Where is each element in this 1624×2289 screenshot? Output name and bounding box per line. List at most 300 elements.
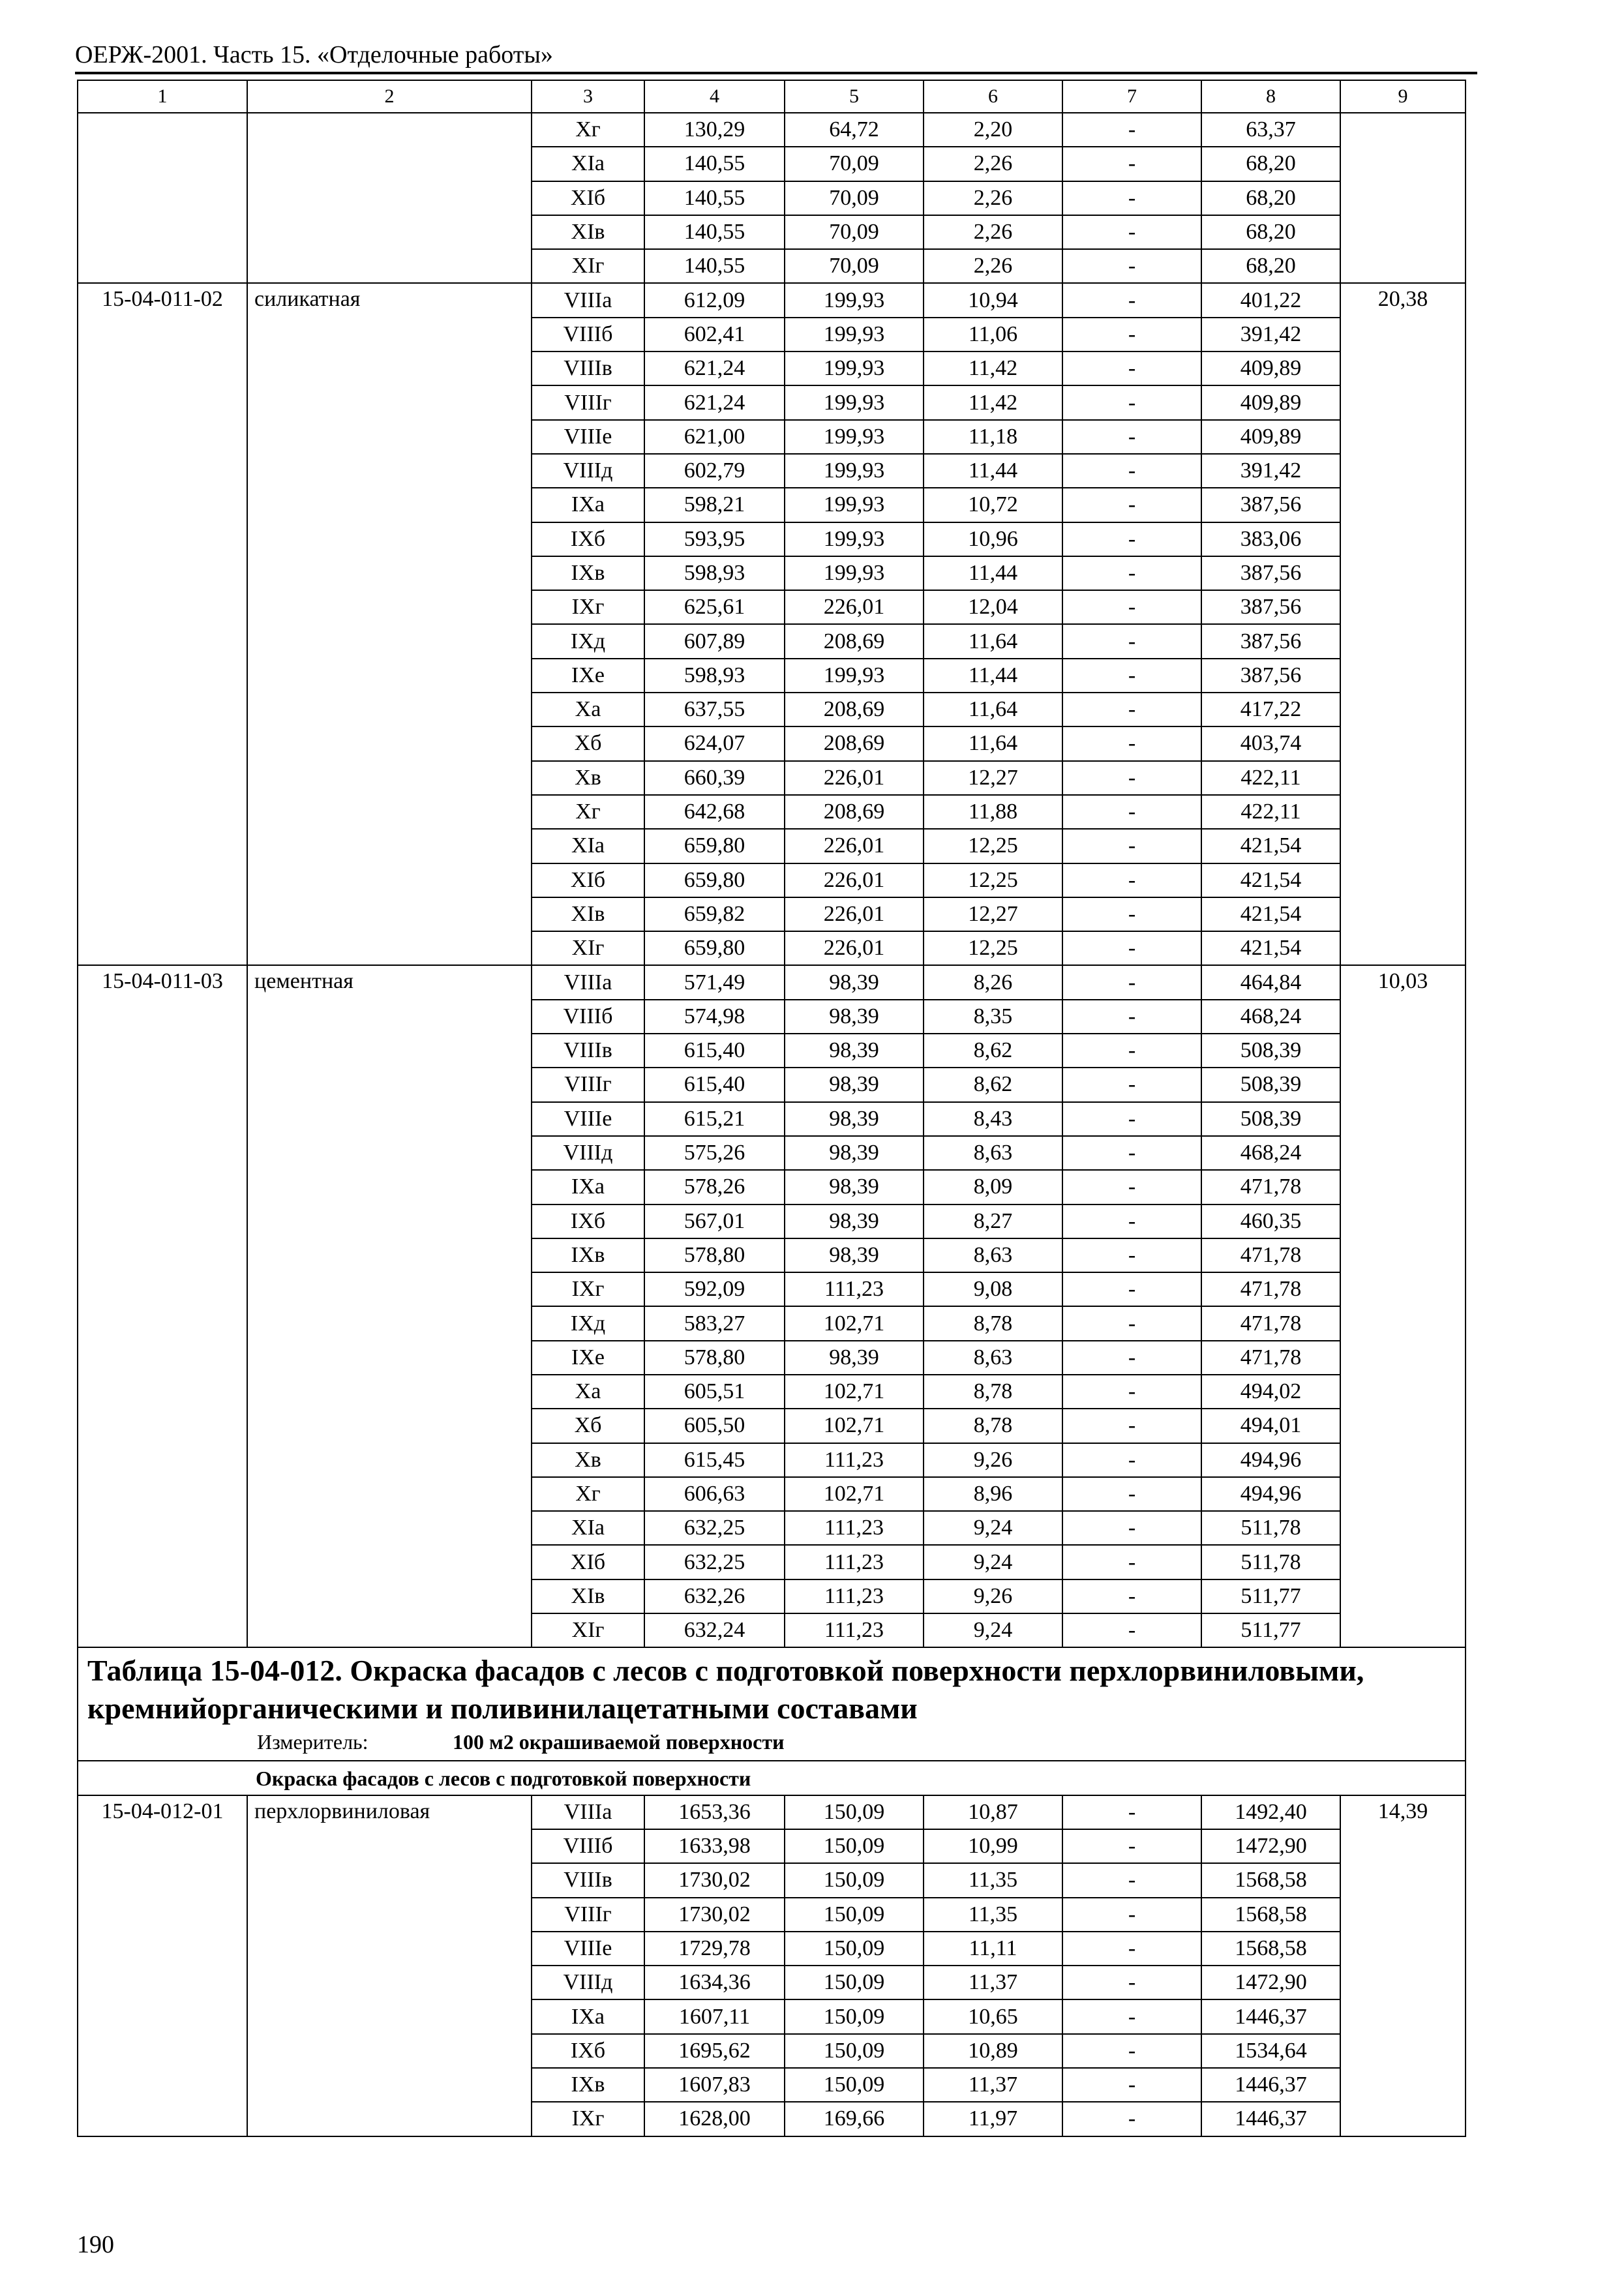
table-cell: 421,54: [1201, 931, 1340, 965]
table-cell: 494,96: [1201, 1443, 1340, 1477]
table-cell: 8,96: [924, 1477, 1062, 1511]
table-cell: 574,98: [644, 1000, 785, 1034]
table-cell: IXв: [532, 1238, 644, 1272]
column-header: 6: [924, 80, 1062, 113]
table-cell: VIIIв: [532, 1863, 644, 1897]
table-cell: 11,88: [924, 795, 1062, 829]
table-cell: VIIIг: [532, 385, 644, 419]
table-cell: 8,78: [924, 1409, 1062, 1443]
table-cell: 2,26: [924, 215, 1062, 249]
table-cell: 64,72: [785, 113, 924, 147]
table-cell: 199,93: [785, 420, 924, 454]
table-cell: 8,43: [924, 1102, 1062, 1136]
table-cell: -: [1062, 113, 1201, 147]
table-cell: 10,96: [924, 522, 1062, 556]
rate-col9: 10,03: [1340, 965, 1466, 1647]
table-cell: 208,69: [785, 795, 924, 829]
table-cell: 226,01: [785, 829, 924, 863]
table-cell: 468,24: [1201, 1000, 1340, 1034]
table-cell: XIв: [532, 1579, 644, 1613]
table-cell: -: [1062, 2034, 1201, 2068]
table-cell: 1472,90: [1201, 1966, 1340, 1999]
table-cell: 1446,37: [1201, 2068, 1340, 2102]
table-cell: Xб: [532, 1409, 644, 1443]
table-cell: 9,24: [924, 1545, 1062, 1579]
table-cell: 621,24: [644, 385, 785, 419]
table-cell: 9,24: [924, 1613, 1062, 1647]
table-cell: 508,39: [1201, 1034, 1340, 1068]
table-cell: 9,24: [924, 1511, 1062, 1545]
table-cell: 11,64: [924, 624, 1062, 658]
column-header: 3: [532, 80, 644, 113]
table-cell: 11,37: [924, 1966, 1062, 1999]
table-cell: 605,50: [644, 1409, 785, 1443]
table-cell: 605,51: [644, 1375, 785, 1409]
table-cell: -: [1062, 761, 1201, 795]
table-cell: 391,42: [1201, 454, 1340, 488]
table-cell: VIIIа: [532, 283, 644, 317]
table-cell: -: [1062, 1966, 1201, 1999]
table-cell: 567,01: [644, 1204, 785, 1238]
table-cell: 98,39: [785, 1204, 924, 1238]
table-cell: 578,26: [644, 1170, 785, 1204]
table-cell: 621,24: [644, 352, 785, 385]
table-cell: 11,97: [924, 2102, 1062, 2136]
rate-name: перхлорвиниловая: [247, 1795, 532, 2136]
table-cell: 98,39: [785, 1034, 924, 1068]
table-cell: Xа: [532, 693, 644, 726]
table-cell: 226,01: [785, 761, 924, 795]
rate-name: силикатная: [247, 283, 532, 965]
table-cell: XIа: [532, 1511, 644, 1545]
table-cell: 659,82: [644, 897, 785, 931]
table-cell: XIв: [532, 215, 644, 249]
table-cell: IXг: [532, 1272, 644, 1306]
table-cell: 70,09: [785, 249, 924, 283]
table-cell: 598,21: [644, 488, 785, 522]
table-cell: IXа: [532, 1999, 644, 2033]
table-cell: 98,39: [785, 1000, 924, 1034]
measure-value: 100 м2 окрашиваемой поверхности: [453, 1730, 785, 1754]
rate-col9: 14,39: [1340, 1795, 1466, 2136]
table-cell: 632,24: [644, 1613, 785, 1647]
table-cell: 11,64: [924, 726, 1062, 760]
table-cell: VIIIв: [532, 1034, 644, 1068]
table-cell: 199,93: [785, 556, 924, 590]
table-cell: 8,78: [924, 1375, 1062, 1409]
table-cell: XIг: [532, 931, 644, 965]
table-cell: 208,69: [785, 624, 924, 658]
table-cell: 421,54: [1201, 829, 1340, 863]
table-cell: XIб: [532, 1545, 644, 1579]
table-cell: 1653,36: [644, 1795, 785, 1829]
table-cell: 199,93: [785, 659, 924, 693]
table-cell: 471,78: [1201, 1306, 1340, 1340]
table-cell: 403,74: [1201, 726, 1340, 760]
table-cell: 642,68: [644, 795, 785, 829]
table-cell: -: [1062, 863, 1201, 897]
table-cell: 8,27: [924, 1204, 1062, 1238]
table-cell: -: [1062, 249, 1201, 283]
table-cell: 615,40: [644, 1034, 785, 1068]
table-cell: 130,29: [644, 113, 785, 147]
table-cell: 98,39: [785, 1102, 924, 1136]
table-cell: 592,09: [644, 1272, 785, 1306]
table-cell: XIб: [532, 863, 644, 897]
page-number: 190: [77, 2231, 114, 2258]
table-cell: -: [1062, 726, 1201, 760]
column-header: 7: [1062, 80, 1201, 113]
table-cell: 11,64: [924, 693, 1062, 726]
table-cell: 494,02: [1201, 1375, 1340, 1409]
table-cell: -: [1062, 488, 1201, 522]
table-cell: 409,89: [1201, 385, 1340, 419]
table-cell: 578,80: [644, 1341, 785, 1375]
table-cell: 150,09: [785, 2034, 924, 2068]
table-cell: Xв: [532, 1443, 644, 1477]
table-cell: 471,78: [1201, 1341, 1340, 1375]
table-cell: 9,26: [924, 1443, 1062, 1477]
table-cell: 111,23: [785, 1545, 924, 1579]
table-cell: Xв: [532, 761, 644, 795]
table-cell: 98,39: [785, 1068, 924, 1101]
table-cell: 8,62: [924, 1034, 1062, 1068]
table-cell: -: [1062, 1102, 1201, 1136]
table-cell: 624,07: [644, 726, 785, 760]
table-cell: 632,25: [644, 1511, 785, 1545]
table-cell: 8,09: [924, 1170, 1062, 1204]
table-cell: -: [1062, 147, 1201, 181]
table-cell: 9,08: [924, 1272, 1062, 1306]
table-cell: 111,23: [785, 1613, 924, 1647]
table-cell: 98,39: [785, 1341, 924, 1375]
table-cell: 12,27: [924, 897, 1062, 931]
table-cell: 11,35: [924, 1863, 1062, 1897]
table-cell: 1472,90: [1201, 1829, 1340, 1863]
table-cell: -: [1062, 693, 1201, 726]
rate-code: 15-04-012-01: [78, 1795, 247, 2136]
column-header-row: [78, 80, 1466, 113]
table-cell: -: [1062, 1829, 1201, 1863]
table-cell: -: [1062, 1545, 1201, 1579]
table-cell: 140,55: [644, 147, 785, 181]
table-cell: XIг: [532, 1613, 644, 1647]
rate-name: [247, 113, 532, 283]
table-cell: 199,93: [785, 352, 924, 385]
rate-code: 15-04-011-02: [78, 283, 247, 965]
table-cell: 199,93: [785, 522, 924, 556]
table-cell: 150,09: [785, 1863, 924, 1897]
table-cell: 11,06: [924, 318, 1062, 352]
table-cell: IXе: [532, 659, 644, 693]
table-cell: 575,26: [644, 1136, 785, 1170]
table-cell: 11,42: [924, 385, 1062, 419]
table-cell: VIIIд: [532, 1966, 644, 1999]
table-cell: 150,09: [785, 1829, 924, 1863]
table-cell: 150,09: [785, 1999, 924, 2033]
table-cell: 387,56: [1201, 624, 1340, 658]
table-cell: 511,78: [1201, 1511, 1340, 1545]
table-cell: -: [1062, 795, 1201, 829]
table-cell: 383,06: [1201, 522, 1340, 556]
table-cell: -: [1062, 624, 1201, 658]
rate-col9: 20,38: [1340, 283, 1466, 965]
table-cell: 387,56: [1201, 556, 1340, 590]
table-cell: 11,37: [924, 2068, 1062, 2102]
table-cell: -: [1062, 215, 1201, 249]
table-cell: 2,26: [924, 147, 1062, 181]
table-cell: 9,26: [924, 1579, 1062, 1613]
table-cell: 102,71: [785, 1306, 924, 1340]
table-cell: XIв: [532, 897, 644, 931]
table-cell: 1568,58: [1201, 1898, 1340, 1932]
table-cell: 422,11: [1201, 795, 1340, 829]
table-cell: 11,18: [924, 420, 1062, 454]
table-cell: 102,71: [785, 1409, 924, 1443]
table-cell: 226,01: [785, 897, 924, 931]
column-header: 9: [1340, 80, 1466, 113]
table-cell: -: [1062, 1932, 1201, 1966]
table-cell: 12,25: [924, 863, 1062, 897]
table-row: [78, 1795, 1466, 1829]
table-cell: 1492,40: [1201, 1795, 1340, 1829]
table-cell: 63,37: [1201, 113, 1340, 147]
table-cell: 606,63: [644, 1477, 785, 1511]
table-cell: 387,56: [1201, 659, 1340, 693]
table-cell: 615,40: [644, 1068, 785, 1101]
table-cell: 471,78: [1201, 1238, 1340, 1272]
table-cell: 387,56: [1201, 590, 1340, 624]
table-cell: 98,39: [785, 1136, 924, 1170]
table-cell: 111,23: [785, 1443, 924, 1477]
table-cell: 150,09: [785, 1966, 924, 1999]
table-cell: -: [1062, 385, 1201, 419]
measure-label: Измеритель:: [257, 1730, 368, 1754]
table-cell: 1730,02: [644, 1863, 785, 1897]
table-cell: 494,01: [1201, 1409, 1340, 1443]
table-cell: 2,20: [924, 113, 1062, 147]
table-cell: VIIIе: [532, 1102, 644, 1136]
table-cell: Xб: [532, 726, 644, 760]
table-cell: Xг: [532, 113, 644, 147]
table-cell: XIа: [532, 829, 644, 863]
table-row: [78, 965, 1466, 999]
table-cell: 471,78: [1201, 1272, 1340, 1306]
table-cell: 12,27: [924, 761, 1062, 795]
table-cell: 11,11: [924, 1932, 1062, 1966]
table-cell: 8,62: [924, 1068, 1062, 1101]
table-cell: 615,45: [644, 1443, 785, 1477]
table-title-row: [78, 1647, 1466, 1761]
table-cell: 511,77: [1201, 1579, 1340, 1613]
table-cell: 102,71: [785, 1375, 924, 1409]
table-cell: 70,09: [785, 181, 924, 215]
table-cell: 508,39: [1201, 1102, 1340, 1136]
table-cell: 10,87: [924, 1795, 1062, 1829]
table-cell: -: [1062, 590, 1201, 624]
table-cell: -: [1062, 1068, 1201, 1101]
table-cell: -: [1062, 2068, 1201, 2102]
table-cell: 10,72: [924, 488, 1062, 522]
table-cell: 417,22: [1201, 693, 1340, 726]
table-row: [78, 283, 1466, 317]
table-cell: 98,39: [785, 965, 924, 999]
table-cell: -: [1062, 1613, 1201, 1647]
table-cell: 11,44: [924, 659, 1062, 693]
table-cell: 391,42: [1201, 318, 1340, 352]
table-cell: 199,93: [785, 488, 924, 522]
table-cell: VIIIе: [532, 1932, 644, 1966]
table-cell: 111,23: [785, 1511, 924, 1545]
table-cell: 422,11: [1201, 761, 1340, 795]
table-cell: 494,96: [1201, 1477, 1340, 1511]
table-title-cell: [78, 1647, 1466, 1761]
table-cell: 111,23: [785, 1579, 924, 1613]
table-cell: -: [1062, 931, 1201, 965]
table-cell: -: [1062, 965, 1201, 999]
table-cell: -: [1062, 897, 1201, 931]
table-cell: 8,35: [924, 1000, 1062, 1034]
table-cell: 12,25: [924, 829, 1062, 863]
table-cell: IXб: [532, 2034, 644, 2068]
table-cell: 625,61: [644, 590, 785, 624]
rate-code: [78, 113, 247, 283]
rate-code: 15-04-011-03: [78, 965, 247, 1647]
table-cell: -: [1062, 522, 1201, 556]
table-cell: -: [1062, 1272, 1201, 1306]
table-cell: 226,01: [785, 931, 924, 965]
table-cell: 150,09: [785, 1795, 924, 1829]
table-cell: 199,93: [785, 454, 924, 488]
table-cell: 150,09: [785, 1898, 924, 1932]
table-cell: VIIIб: [532, 318, 644, 352]
table-cell: 111,23: [785, 1272, 924, 1306]
table-cell: 1568,58: [1201, 1863, 1340, 1897]
subheading-row: [78, 1761, 1466, 1795]
measure-line: [87, 1728, 1456, 1756]
table-cell: 1729,78: [644, 1932, 785, 1966]
table-cell: 1607,11: [644, 1999, 785, 2033]
table-cell: 1695,62: [644, 2034, 785, 2068]
table-cell: 2,26: [924, 249, 1062, 283]
table-cell: IXд: [532, 1306, 644, 1340]
table-cell: 8,63: [924, 1136, 1062, 1170]
table-row: [78, 113, 1466, 147]
table-cell: -: [1062, 181, 1201, 215]
table-cell: 421,54: [1201, 897, 1340, 931]
table-cell: -: [1062, 1795, 1201, 1829]
table-cell: 387,56: [1201, 488, 1340, 522]
table-cell: Xг: [532, 795, 644, 829]
table-cell: 199,93: [785, 283, 924, 317]
header-rule: [75, 72, 1477, 74]
table-cell: 226,01: [785, 863, 924, 897]
table-cell: 632,26: [644, 1579, 785, 1613]
column-header: 2: [247, 80, 532, 113]
table-cell: 1607,83: [644, 2068, 785, 2102]
table-cell: IXг: [532, 590, 644, 624]
table-cell: 659,80: [644, 931, 785, 965]
table-cell: 12,04: [924, 590, 1062, 624]
table-cell: -: [1062, 829, 1201, 863]
table-cell: VIIIд: [532, 454, 644, 488]
table-cell: 583,27: [644, 1306, 785, 1340]
table-cell: 8,26: [924, 965, 1062, 999]
table-cell: 1534,64: [1201, 2034, 1340, 2068]
table-cell: -: [1062, 1170, 1201, 1204]
table-cell: 598,93: [644, 556, 785, 590]
table-cell: 68,20: [1201, 249, 1340, 283]
table-cell: 511,78: [1201, 1545, 1340, 1579]
table-cell: XIб: [532, 181, 644, 215]
table-cell: 68,20: [1201, 147, 1340, 181]
table-title: Таблица 15-04-012. Окраска фасадов с лесов с подготовкой поверхности перхлорвиниловыми, кремнийорганическими и поливинилацетатными составами: [87, 1654, 1364, 1726]
table-cell: 11,44: [924, 556, 1062, 590]
table-cell: -: [1062, 318, 1201, 352]
table-cell: 409,89: [1201, 352, 1340, 385]
table-cell: -: [1062, 1999, 1201, 2033]
table-cell: 199,93: [785, 385, 924, 419]
rates-table: [77, 80, 1466, 2137]
table-cell: 70,09: [785, 215, 924, 249]
table-cell: -: [1062, 659, 1201, 693]
table-cell: 1730,02: [644, 1898, 785, 1932]
table-cell: 140,55: [644, 215, 785, 249]
table-cell: 169,66: [785, 2102, 924, 2136]
table-cell: 460,35: [1201, 1204, 1340, 1238]
table-cell: 598,93: [644, 659, 785, 693]
table-cell: 12,25: [924, 931, 1062, 965]
table-cell: -: [1062, 1000, 1201, 1034]
table-cell: IXа: [532, 488, 644, 522]
table-cell: 140,55: [644, 181, 785, 215]
table-cell: -: [1062, 1477, 1201, 1511]
table-cell: 68,20: [1201, 215, 1340, 249]
table-cell: 150,09: [785, 1932, 924, 1966]
rate-name: цементная: [247, 965, 532, 1647]
table-cell: 602,41: [644, 318, 785, 352]
table-cell: 226,01: [785, 590, 924, 624]
table-cell: 2,26: [924, 181, 1062, 215]
table-cell: XIг: [532, 249, 644, 283]
subheading: Окраска фасадов с лесов с подготовкой поверхности: [78, 1761, 1466, 1795]
table-cell: 11,44: [924, 454, 1062, 488]
table-cell: -: [1062, 1375, 1201, 1409]
table-cell: VIIIг: [532, 1068, 644, 1101]
table-cell: -: [1062, 454, 1201, 488]
table-cell: -: [1062, 1034, 1201, 1068]
table-cell: -: [1062, 1579, 1201, 1613]
table-cell: Xг: [532, 1477, 644, 1511]
table-cell: -: [1062, 1898, 1201, 1932]
table-cell: 578,80: [644, 1238, 785, 1272]
table-cell: VIIIд: [532, 1136, 644, 1170]
table-cell: -: [1062, 2102, 1201, 2136]
table-cell: 208,69: [785, 693, 924, 726]
table-cell: -: [1062, 1863, 1201, 1897]
table-cell: 511,77: [1201, 1613, 1340, 1647]
table-cell: -: [1062, 283, 1201, 317]
table-cell: 98,39: [785, 1238, 924, 1272]
table-cell: VIIIб: [532, 1000, 644, 1034]
table-cell: IXб: [532, 522, 644, 556]
table-cell: 571,49: [644, 965, 785, 999]
table-cell: 8,63: [924, 1341, 1062, 1375]
rate-col9: [1340, 113, 1466, 283]
table-cell: 68,20: [1201, 181, 1340, 215]
table-cell: 593,95: [644, 522, 785, 556]
column-header: 5: [785, 80, 924, 113]
